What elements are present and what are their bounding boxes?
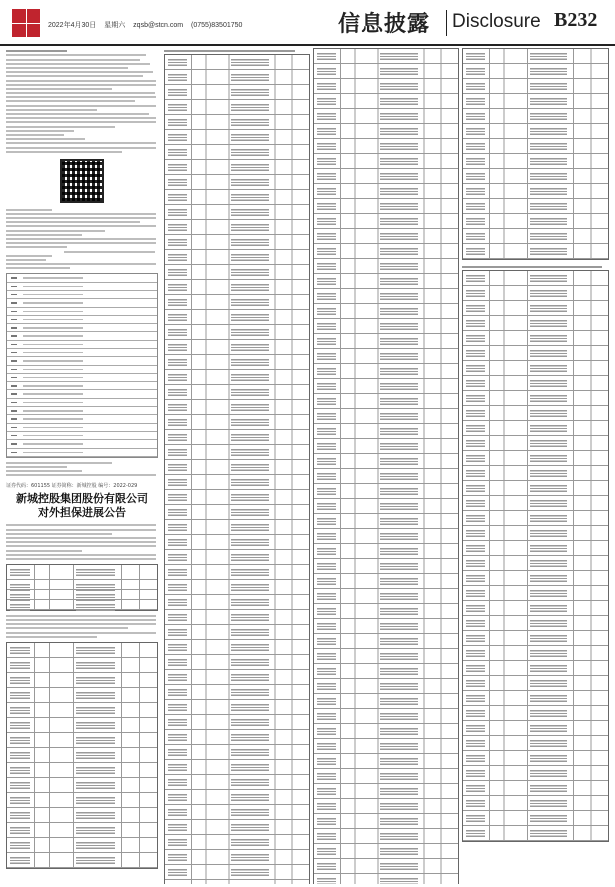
notice-body-2 bbox=[6, 615, 158, 638]
section-title-en: Disclosure bbox=[452, 11, 541, 32]
issue-weekday: 星期六 bbox=[104, 22, 126, 29]
contact-phone: (0755)83501750 bbox=[191, 22, 243, 29]
masthead-meta bbox=[48, 20, 248, 30]
issue-date: 2022年4月30日 bbox=[48, 22, 97, 29]
column-4 bbox=[462, 48, 609, 884]
text-block-after-table bbox=[6, 462, 158, 477]
notice-title bbox=[6, 492, 158, 520]
contact-email[interactable]: zqsb@stcn.com bbox=[133, 22, 184, 29]
column-2 bbox=[164, 48, 310, 884]
qr-code-icon bbox=[60, 159, 104, 203]
notice-code-line: 证券代码：601155 证券简称：新城控股 编号：2022-029 bbox=[6, 483, 138, 490]
guarantee-detail-table-1 bbox=[6, 642, 158, 869]
text-block-top bbox=[6, 50, 158, 153]
newspaper-logo-icon bbox=[12, 9, 40, 37]
page-number: B232 bbox=[554, 9, 598, 31]
proxy-voting-table bbox=[6, 273, 158, 458]
guarantee-detail-table-4 bbox=[462, 48, 609, 260]
section-title-cn: 信息披露 bbox=[338, 12, 431, 37]
guarantee-summary-table bbox=[6, 564, 158, 611]
masthead bbox=[0, 0, 615, 46]
notice-company: 新城控股集团股份有限公司 bbox=[16, 492, 148, 506]
column-1 bbox=[6, 48, 158, 884]
notice-subject: 对外担保进展公告 bbox=[38, 506, 126, 520]
guarantee-detail-table-3 bbox=[313, 48, 459, 884]
notice-body bbox=[6, 524, 158, 560]
notice-header bbox=[6, 482, 158, 520]
column-3 bbox=[313, 48, 459, 884]
text-block-mid bbox=[6, 209, 158, 270]
guarantee-detail-table-2 bbox=[164, 54, 310, 884]
masthead-divider bbox=[446, 10, 447, 36]
guarantee-detail-table-5 bbox=[462, 270, 609, 842]
